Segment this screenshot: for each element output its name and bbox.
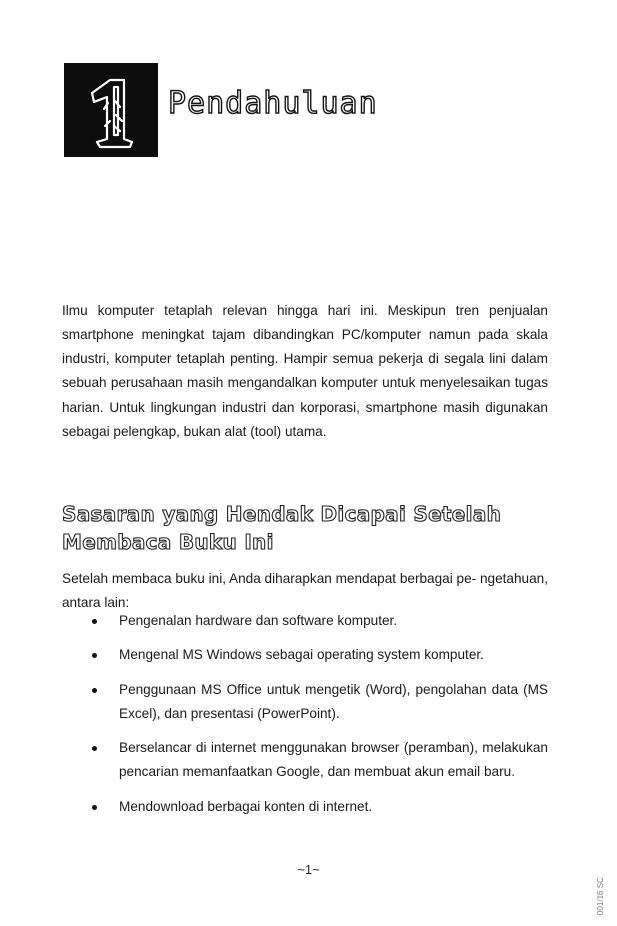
chapter-number-glyph	[64, 63, 158, 157]
chapter-number-box	[64, 63, 158, 157]
list-item: Mengenal MS Windows sebagai operating system komputer.	[62, 643, 548, 667]
list-item: Mendownload berbagai konten di internet.	[62, 795, 548, 819]
list-item: Berselancar di internet menggunakan browser (peramban), melakukan pencarian memanfaatkan Google, dan membuat akun email baru.	[62, 736, 548, 785]
list-item: Penggunaan MS Office untuk mengetik (Word), pengolahan data (MS Excel), dan presentasi (PowerPoint).	[62, 678, 548, 727]
side-code: 001/16 SC	[596, 877, 605, 915]
list-item: Pengenalan hardware dan software komputer.	[62, 609, 548, 633]
section-lead-paragraph: Setelah membaca buku ini, Anda diharapkan mendapat berbagai pe- ngetahuan, antara lain:	[62, 570, 548, 610]
intro-paragraph: Ilmu komputer tetaplah relevan hingga hari ini. Meskipun tren penjualan smartphone meningkat tajam dibandingkan PC/komputer namun pada skala industri, komputer tetaplah penting. Hampir semua pekerja di segala lini dalam sebuah perusahaan masih mengandalkan komputer untuk menyelesaikan tugas harian. Untuk lingkungan industri dan korporasi, smartphone masih digunakan sebagai pelengkap, bukan alat (tool) utama.	[62, 302, 548, 440]
bullet-icon	[92, 619, 97, 624]
bullet-icon	[92, 805, 97, 810]
goals-list	[62, 609, 548, 829]
bullet-icon	[92, 746, 97, 751]
page-number: ~1~	[297, 862, 320, 877]
bullet-icon	[92, 653, 97, 658]
chapter-title: Pendahuluan	[168, 86, 378, 122]
bullet-icon	[92, 688, 97, 693]
section-heading: Sasaran yang Hendak Dicapai Setelah Membaca Buku Ini	[62, 501, 502, 554]
